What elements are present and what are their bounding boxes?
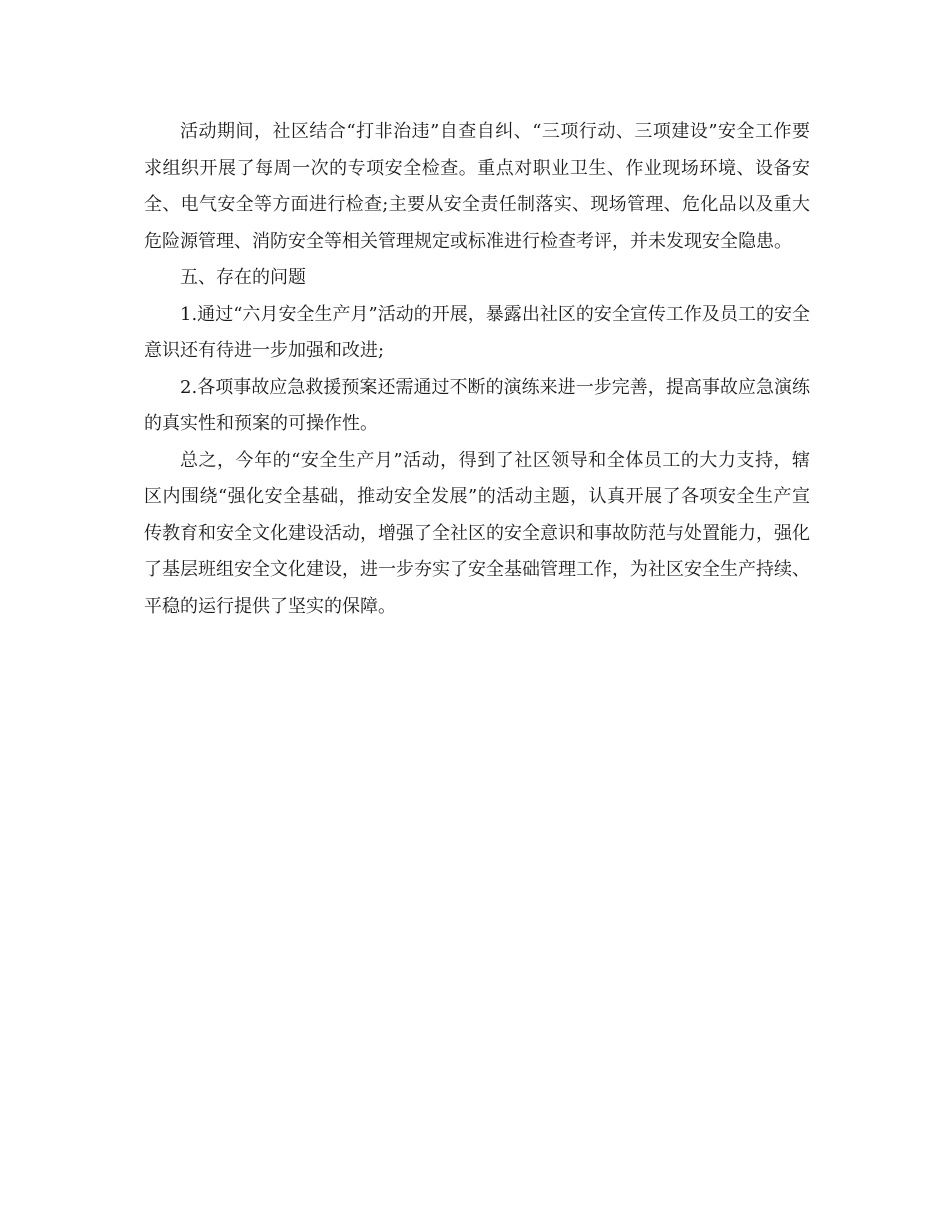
- paragraph-safety-inspection: 活动期间，社区结合“打非治违”自查自纠、“三项行动、三项建设”安全工作要求组织开展了每周一次的专项安全检查。重点对职业卫生、作业现场环境、设备安全、电气安全等方面进行检查;主要从安全责任制落实、现场管理、危化品以及重大危险源管理、消防安全等相关管理规定或标准进行检查考评，并未发现安全隐患。: [144, 121, 810, 252]
- list-item-problem-1: 1.通过“六月安全生产月”活动的开展，暴露出社区的安全宣传工作及员工的安全意识还有待进一步加强和改进;: [144, 303, 810, 361]
- paragraph-conclusion: 总之，今年的“安全生产月”活动，得到了社区领导和全体员工的大力支持，辖区内围绕“强化安全基础，推动安全发展”的活动主题，认真开展了各项安全生产宣传教育和安全文化建设活动，增强了全社区的安全意识和事故防范与处置能力，强化了基层班组安全文化建设，进一步夯实了安全基础管理工作，为社区安全生产持续、平稳的运行提供了坚实的保障。: [144, 449, 810, 617]
- document-body: [144, 114, 810, 625]
- list-item-problem-2: 2.各项事故应急救援预案还需通过不断的演练来进一步完善，提高事故应急演练的真实性和预案的可操作性。: [144, 376, 810, 434]
- section-heading-existing-problems: 五、存在的问题: [180, 267, 306, 288]
